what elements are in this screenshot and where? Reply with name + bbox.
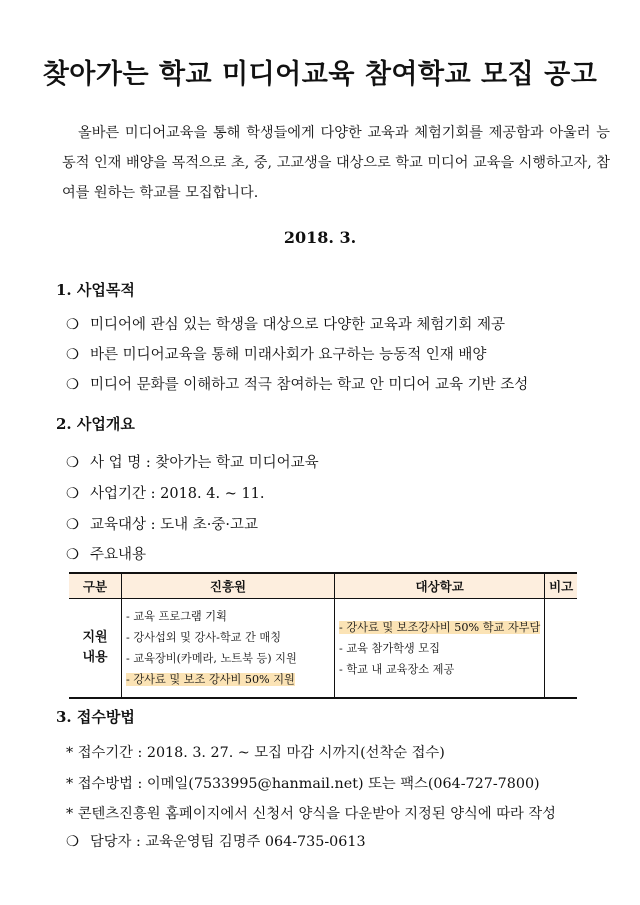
circle-bullet-icon: ❍	[66, 377, 79, 393]
support-table	[69, 572, 577, 699]
list-item: - 교육장비(카메라, 노트북 등) 지원	[126, 652, 297, 665]
circle-bullet-icon: ❍	[66, 455, 79, 471]
section2-item-text: 사업기간 : 2018. 4. ~ 11.	[90, 486, 265, 502]
list-item	[126, 669, 330, 690]
contact-person	[66, 831, 366, 851]
section2-heading: 2. 사업개요	[56, 415, 135, 433]
table-header: 비고	[545, 573, 577, 599]
intro-text: 올바른 미디어교육을 통해 학생들에게 다양한 교육과 체험기회를 제공함과 아울러 능동적 인재 배양을 목적으로 초, 중, 고교생을 대상으로 학교 미디어 교육을 시행하고자, 참여를 원하는 학교를 모집합니다.	[62, 125, 610, 201]
highlighted-text: - 강사료 및 보조 강사비 50% 지원	[126, 673, 295, 686]
list-item: - 교육 참가학생 모집	[339, 641, 440, 655]
note-cell	[545, 599, 577, 699]
section2-item-text: 주요내용	[90, 547, 147, 563]
section1-item-text: 미디어에 관심 있는 학생을 대상으로 다양한 교육과 체험기회 제공	[90, 317, 506, 333]
table-header: 대상학교	[335, 573, 545, 599]
row-label	[69, 599, 122, 699]
section3-heading: 3. 접수방법	[56, 708, 135, 726]
table-row	[69, 599, 577, 699]
application-method: * 접수방법 : 이메일(7533995@hanmail.net) 또는 팩스(064-727-7800)	[66, 776, 540, 792]
section2-item	[66, 543, 146, 564]
agency-support-list	[122, 599, 335, 699]
contact-text: 담당자 : 교육운영팀 김명주 064-735-0613	[90, 834, 366, 850]
section1-item	[66, 373, 528, 394]
table-header: 구분	[69, 573, 122, 599]
section1-item	[66, 313, 505, 334]
circle-bullet-icon: ❍	[66, 834, 79, 850]
section2-item	[66, 482, 265, 503]
section2-item-text: 사 업 명 : 찾아가는 학교 미디어교육	[90, 455, 319, 471]
highlighted-text: - 강사료 및 보조강사비 50% 학교 자부담	[339, 620, 541, 634]
table-header-row	[69, 573, 577, 599]
section2-item	[66, 451, 319, 472]
section2-item	[66, 513, 258, 534]
table-header: 진흥원	[122, 573, 335, 599]
list-item: - 교육 프로그램 기획	[126, 610, 227, 623]
row-label-line: 지원	[82, 630, 108, 645]
list-item	[339, 617, 540, 638]
circle-bullet-icon: ❍	[66, 517, 79, 533]
circle-bullet-icon: ❍	[66, 347, 79, 363]
section1-item-text: 바른 미디어교육을 통해 미래사회가 요구하는 능동적 인재 배양	[90, 347, 487, 363]
list-item: - 학교 내 교육장소 제공	[339, 662, 455, 676]
intro-paragraph	[62, 118, 610, 208]
circle-bullet-icon: ❍	[66, 317, 79, 333]
school-responsibility-list	[335, 599, 545, 699]
circle-bullet-icon: ❍	[66, 486, 79, 502]
section2-item-text: 교육대상 : 도내 초·중·고교	[90, 517, 259, 533]
circle-bullet-icon: ❍	[66, 547, 79, 563]
announcement-date: 2018. 3.	[283, 228, 357, 247]
list-item: - 강사섭외 및 강사-학교 간 매칭	[126, 631, 282, 644]
section1-item	[66, 343, 486, 364]
application-form-note: * 콘텐츠진흥원 홈페이지에서 신청서 양식을 다운받아 지정된 양식에 따라 작성	[66, 806, 556, 822]
section1-heading: 1. 사업목적	[56, 281, 135, 299]
application-period: * 접수기간 : 2018. 3. 27. ~ 모집 마감 시까지(선착순 접수)	[66, 745, 445, 761]
page-title: 찾아가는 학교 미디어교육 참여학교 모집 공고	[42, 59, 598, 90]
section1-item-text: 미디어 문화를 이해하고 적극 참여하는 학교 안 미디어 교육 기반 조성	[90, 377, 529, 393]
row-label-line: 내용	[82, 650, 108, 665]
